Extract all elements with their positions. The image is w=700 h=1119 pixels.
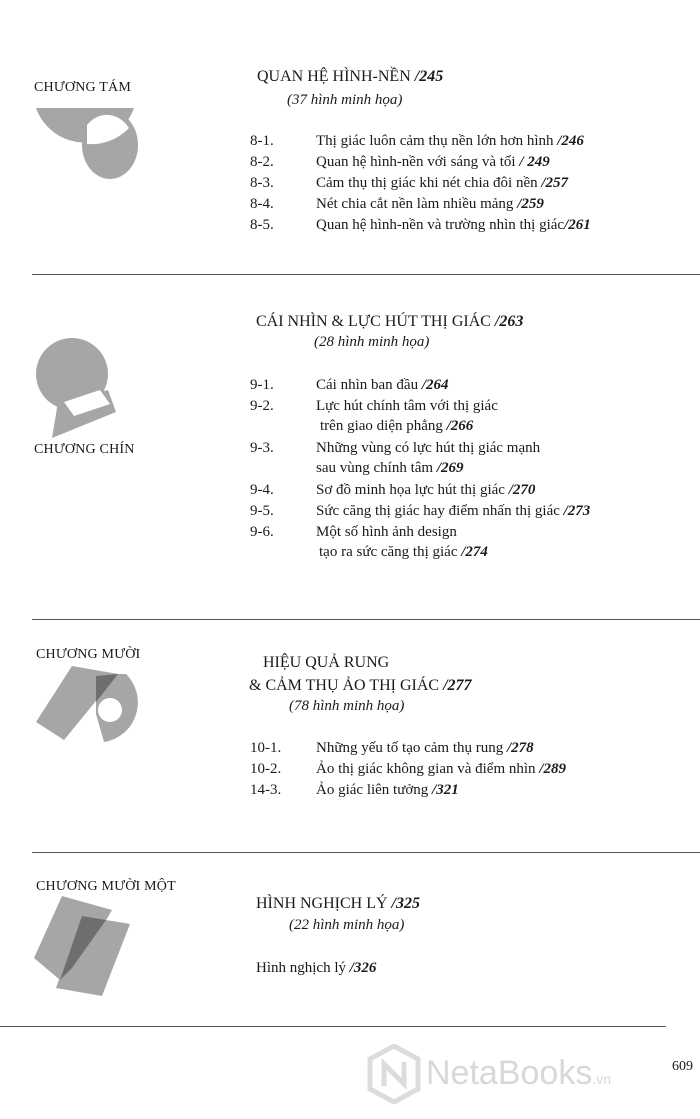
chapter-9-title: CÁI NHÌN & LỰC HÚT THỊ GIÁC /263 — [256, 313, 524, 330]
chapter-11-figure-count: (22 hình minh họa) — [289, 917, 405, 933]
chapter-10-title-line1: HIỆU QUẢ RUNG — [263, 654, 390, 671]
toc-entry[interactable]: Hình nghịch lý /326 — [256, 960, 377, 976]
chapter-8-figure-count: (37 hình minh họa) — [287, 92, 403, 108]
page-number: 609 — [672, 1059, 693, 1074]
section-divider — [32, 852, 700, 853]
chapter-11-graphic — [32, 894, 142, 1000]
chapter-8-graphic — [30, 100, 145, 190]
footer-divider — [0, 1026, 666, 1027]
netabooks-logo-icon — [366, 1044, 422, 1104]
chapter-8-label: CHƯƠNG TÁM — [34, 80, 131, 95]
chapter-11-title: HÌNH NGHỊCH LÝ /325 — [256, 895, 420, 912]
toc-entry-continuation[interactable]: sau vùng chính tâm /269 — [316, 460, 464, 476]
chapter-9-figure-count: (28 hình minh họa) — [314, 334, 430, 350]
section-divider — [32, 619, 700, 620]
chapter-8-title: QUAN HỆ HÌNH-NỀN /245 — [257, 68, 444, 85]
section-divider — [32, 274, 700, 275]
chapter-11-label: CHƯƠNG MƯỜI MỘT — [36, 879, 176, 894]
chapter-10-graphic — [34, 664, 144, 744]
chapter-9-graphic — [30, 332, 120, 442]
watermark: NetaBooks.vn — [426, 1054, 612, 1092]
chapter-9-label: CHƯƠNG CHÍN — [34, 442, 135, 457]
toc-entry-continuation[interactable]: trên giao diện phẳng /266 — [320, 418, 474, 434]
chapter-10-figure-count: (78 hình minh họa) — [289, 698, 405, 714]
chapter-10-title: & CẢM THỤ ẢO THỊ GIÁC /277 — [249, 677, 472, 694]
chapter-10-label: CHƯƠNG MƯỜI — [36, 647, 141, 662]
toc-entry-continuation[interactable]: tạo ra sức căng thị giác /274 — [319, 544, 488, 560]
